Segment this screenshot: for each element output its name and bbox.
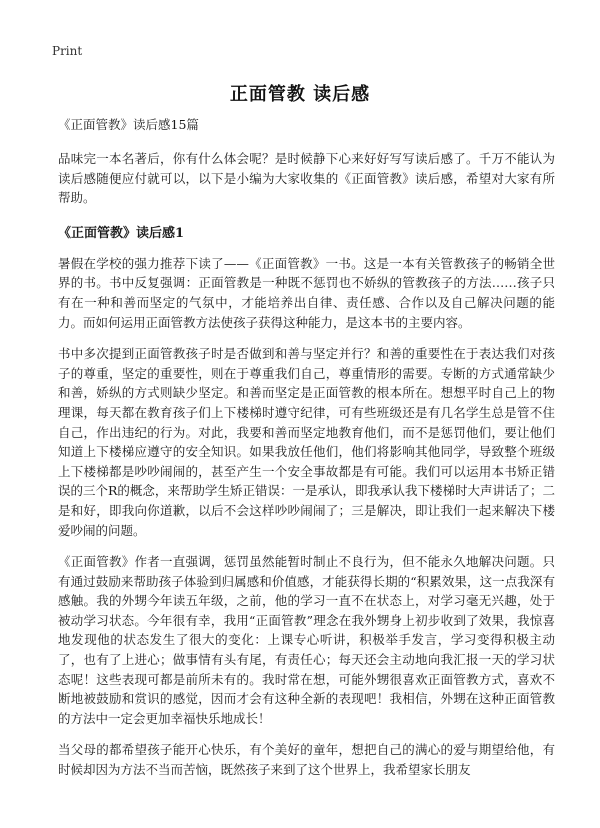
- article-body: [58, 115, 555, 792]
- section-heading: 《正面管教》读后感1: [58, 225, 185, 241]
- body-paragraph-4: 当父母的都希望孩子能开心快乐，有个美好的童年，想把自己的满心的爱与期望给他，有时候却因为方法不当而苦恼，既然孩子来到了这个世界上，我希望家长朋友: [58, 742, 555, 778]
- body-paragraph-1: 暑假在学校的强力推荐下读了——《正面管教》一书。这是一本有关管教孩子的畅销全世界的书。书中反复强调：正面管教是一种既不惩罚也不娇纵的管教孩子的方法……孩子只有在一种和善而坚定的气氛中，才能培养出自律、责任感、合作以及自己解决问题的能力。而如何运用正面管教方法使孩子获得这种能力，是这本书的主要内容。: [58, 255, 555, 330]
- body-paragraph-3: 《正面管教》作者一直强调，惩罚虽然能暂时制止不良行为，但不能永久地解决问题。只有通过鼓励来帮助孩子体验到归属感和价值感，才能获得长期的“积累效果，这一点我深有感触。我的外甥今年读五年级，之前，他的学习一直不在状态上，对学习毫无兴趣，处于被动学习状态。今年很有幸，我用“正面管教”理念在我外甥身上初步收到了效果，我惊喜地发现他的状态发生了很大的变化：上课专心听讲，积极举手发言，学习变得积极主动了，也有了上进心；做事情有头有尾，有责任心；每天还会主动地向我汇报一天的学习状态呢！这些表现可都是前所未有的。我时常在想，可能外甥很喜欢正面管教方式，喜欢不断地被鼓励和赏识的感觉，因而才会有这种全新的表现吧！我相信，外甥在这种正面管教的方法中一定会更加幸福快乐地成长！: [58, 554, 555, 726]
- intro-paragraph: 品味完一本名著后，你有什么体会呢？是时候静下心来好好写写读后感了。千万不能认为读后感随便应付就可以，以下是小编为大家收集的《正面管教》读后感，希望对大家有所帮助。: [58, 151, 555, 206]
- body-paragraph-2: 书中多次提到正面管教孩子时是否做到和善与坚定并行？和善的重要性在于表达我们对孩子的尊重，坚定的重要性，则在于尊重我们自己，尊重情形的需要。专断的方式通常缺少和善，娇纵的方式则缺少坚定。和善而坚定是正面管教的根本所在。想想平时自己上的物理课，每天都在教育孩子们上下楼梯时遵守纪律，可有些班级还是有几名学生总是管不住自己，作出违纪的行为。对此，我要和善而坚定地教育他们，而不是惩罚他们，要让他们知道上下楼梯应遵守的安全知识。如果我放任他们，他们将影响其他同学，导致整个班级上下楼梯都是吵吵闹闹的，甚至产生一个安全事故都是有可能。我们可以运用本书矫正错误的三个R的概念，来帮助学生矫正错误：一是承认，即我承认我下楼梯时大声讲话了；二是和好，即我向你道歉，以后不会这样吵吵闹闹了；三是解决，即让我们一起来解决下楼爱吵闹的问题。: [58, 346, 555, 538]
- page-title: 正面管教 读后感: [229, 84, 371, 105]
- print-link[interactable]: Print: [52, 44, 83, 58]
- article-subtitle: 《正面管教》读后感15篇: [58, 117, 199, 132]
